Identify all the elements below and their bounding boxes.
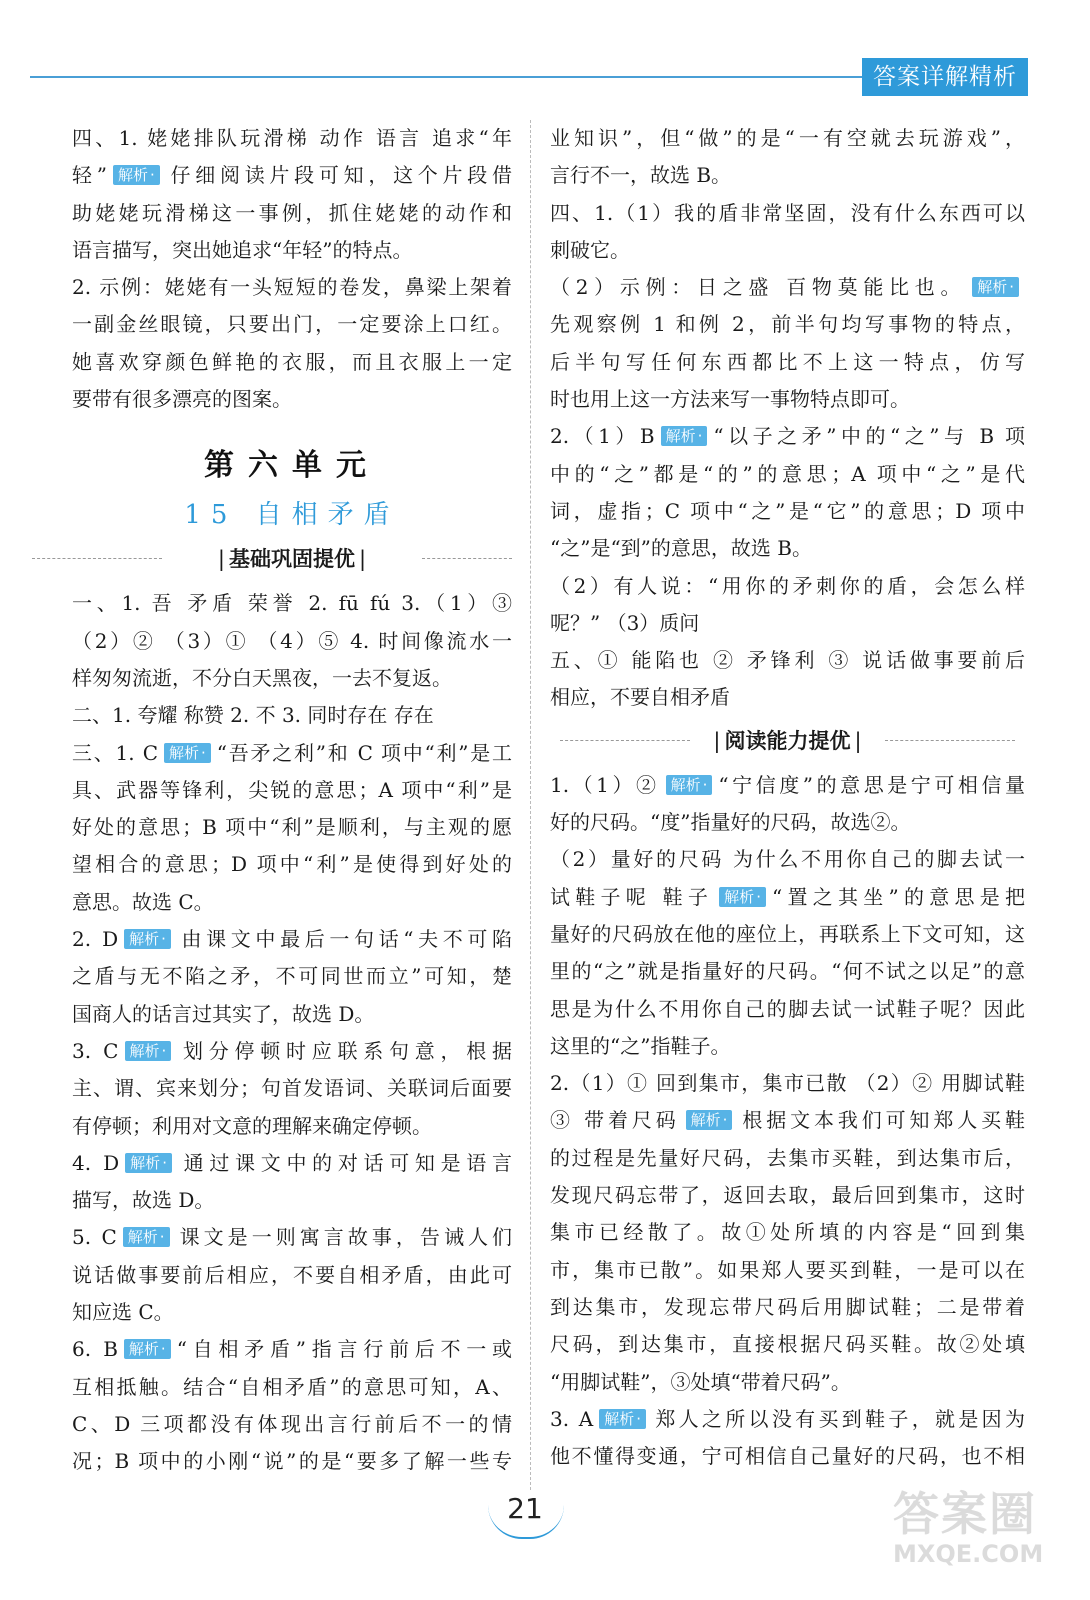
- answer-text: 2.（1）B: [550, 424, 655, 449]
- answer-text: 2.（1）① 回到集市，集市已散 （2）② 用脚试鞋: [550, 1071, 1025, 1096]
- watermark-logo: [893, 1478, 1063, 1598]
- answer-text: 国商人的话言过其实了，故选 D。: [72, 1001, 375, 1026]
- answer-line: [550, 916, 1025, 953]
- right-answers-bottom: [550, 767, 1025, 1476]
- analysis-tag: 解析 ·: [123, 1227, 170, 1247]
- answer-text: 好处的意思；B 项中“利”是顺利，与主观的愿: [72, 815, 512, 840]
- section-dash-left: [560, 740, 690, 741]
- answer-line: [550, 381, 1025, 418]
- analysis-text: 课文是一则寓言故事，告诫人们: [175, 1225, 513, 1250]
- answer-text: 这里的“之”指鞋子。: [550, 1033, 731, 1058]
- answer-line: [72, 996, 512, 1033]
- analysis-text: “自相矛盾”指言行前后不一或: [176, 1337, 513, 1362]
- answer-text: 1.（1）②: [550, 772, 660, 797]
- answer-text: 后半句写任何东西都比不上这一特点，仿写: [550, 349, 1025, 374]
- answer-line: [72, 1443, 512, 1480]
- column-divider: [530, 120, 531, 1490]
- answer-line: [550, 306, 1025, 343]
- analysis-text: 通过课文中的对话可知是语言: [177, 1150, 512, 1175]
- right-column: [550, 120, 1025, 1475]
- answer-text: 5. C: [72, 1225, 117, 1250]
- answer-line: [72, 735, 512, 772]
- answer-text: 3. C: [72, 1038, 119, 1063]
- left-answers-top: [72, 120, 512, 418]
- answer-line: [550, 991, 1025, 1028]
- answer-line: [550, 1065, 1025, 1102]
- answer-text: 好的尺码。“度”指量好的尺码，故选②。: [550, 810, 911, 835]
- answer-line: [550, 679, 1025, 716]
- watermark-text: 答案圈: [893, 1487, 1037, 1541]
- analysis-text: 郑人之所以没有买到鞋子，就是因为: [652, 1406, 1025, 1431]
- answer-line: [72, 846, 512, 883]
- section-header-reading: [550, 721, 1025, 761]
- answer-text: 语言描写，突出她追求“年轻”的特点。: [72, 237, 413, 262]
- page-number-arc: [488, 1505, 564, 1539]
- answer-line: [72, 195, 512, 232]
- analysis-tag: 解析 ·: [599, 1409, 646, 1429]
- unit-title: 第六单元: [204, 448, 380, 484]
- answer-line: [550, 120, 1025, 157]
- answer-text: 要带有很多漂亮的图案。: [72, 387, 292, 412]
- answer-text: 业知识”，但“做”的是“一有空就去玩游戏”，: [550, 126, 1025, 150]
- answer-text: 四、1. 姥姥排队玩滑梯 动作 语言 追求“年: [72, 126, 512, 150]
- answer-text: （2）有人说：“用你的矛刺你的盾，会怎么样: [550, 573, 1025, 598]
- analysis-text: “置之其坐”的意思是把: [771, 884, 1026, 909]
- answer-line: [550, 456, 1025, 493]
- answer-line: [550, 605, 1025, 642]
- page-number: 21: [507, 1492, 543, 1525]
- answer-text: 轻”: [72, 163, 107, 188]
- answer-line: [72, 1145, 512, 1182]
- answer-text: 2. 示例：姥姥有一头短短的卷发，鼻梁上架着: [72, 275, 512, 300]
- answer-text: C、D 三项都没有体现出言行前后不一的情: [72, 1411, 512, 1436]
- answer-line: [550, 804, 1025, 841]
- answer-text: 试鞋子呢 鞋子: [550, 884, 714, 909]
- answer-line: [550, 1140, 1025, 1177]
- answer-text: 一、1. 吾 矛盾 荣誉 2. fū fú 3.（1）③: [72, 591, 512, 616]
- answer-line: [550, 493, 1025, 530]
- analysis-tag: 解析 ·: [113, 165, 160, 185]
- answer-text: （2）② （3）① （4）⑤ 4. 时间像流水一: [72, 628, 512, 653]
- answer-text: 2. D: [72, 927, 119, 952]
- answer-text: 他不懂得变通，宁可相信自己量好的尺码，也不相: [550, 1444, 1025, 1469]
- answer-line: [72, 772, 512, 809]
- answer-text: 三、1. C: [72, 740, 158, 765]
- answer-line: [72, 269, 512, 306]
- analysis-tag: 解析 ·: [661, 426, 708, 446]
- analysis-tag: 解析 ·: [125, 1041, 172, 1061]
- answer-text: 况；B 项中的小刚“说”的是“要多了解一些专: [72, 1449, 512, 1474]
- answer-line: [550, 1289, 1025, 1326]
- answer-line: [72, 1369, 512, 1406]
- answer-text: 先观察例 1 和例 2，前半句均写事物的特点，: [550, 312, 1025, 337]
- analysis-tag: 解析 ·: [164, 743, 211, 763]
- answer-line: [72, 1219, 512, 1256]
- answer-line: [550, 530, 1025, 567]
- answer-line: [550, 879, 1025, 916]
- answer-text: “之”是“到”的意思，故选 B。: [550, 536, 812, 561]
- answer-line: [550, 1177, 1025, 1214]
- answer-line: [550, 195, 1025, 232]
- answer-line: [550, 232, 1025, 269]
- answer-line: [72, 344, 512, 381]
- answer-line: [72, 1108, 512, 1145]
- section-header-basic: [72, 539, 512, 579]
- answer-line: [72, 884, 512, 921]
- answer-text: 有停顿；利用对文意的理解来确定停顿。: [72, 1113, 432, 1138]
- answer-line: [550, 953, 1025, 990]
- analysis-tag: 解析 ·: [972, 277, 1019, 297]
- answer-line: [72, 958, 512, 995]
- answer-text: ③ 带着尺码: [550, 1108, 680, 1133]
- answer-line: [72, 381, 512, 418]
- answer-text: 知应选 C。: [72, 1300, 174, 1325]
- analysis-tag: 解析 ·: [666, 775, 713, 795]
- answer-line: [550, 418, 1025, 455]
- answer-line: [550, 1102, 1025, 1139]
- answer-text: 量好的尺码放在他的座位上，再联系上下文可知，这: [550, 921, 1025, 946]
- analysis-text: 根据文本我们可知郑人买鞋: [738, 1108, 1025, 1133]
- analysis-text: “宁信度”的意思是宁可相信量: [718, 772, 1026, 797]
- answer-line: [550, 1364, 1025, 1401]
- answer-line: [72, 623, 512, 660]
- answer-line: [72, 1294, 512, 1331]
- answer-line: [72, 1406, 512, 1443]
- analysis-text: 由课文中最后一句话“夫不可陷: [176, 927, 512, 952]
- answer-line: [550, 344, 1025, 381]
- answer-text: 助姥姥玩滑梯这一事例，抓住姥姥的动作和: [72, 200, 512, 225]
- answer-line: [72, 1033, 512, 1070]
- answer-line: [550, 1401, 1025, 1438]
- answer-text: 言行不一，故选 B。: [550, 163, 732, 188]
- analysis-tag: 解析 ·: [686, 1110, 733, 1130]
- answer-text: 中的“之”都是“的”的意思；A 项中“之”是代: [550, 461, 1025, 486]
- answer-text: 互相抵触。结合“自相矛盾”的意思可知，A、: [72, 1374, 512, 1399]
- answer-text: 思是为什么不用你自己的脚去试一试鞋子呢？因此: [550, 996, 1025, 1021]
- answer-line: [72, 921, 512, 958]
- answer-text: 3. A: [550, 1406, 594, 1431]
- analysis-tag: 解析 ·: [719, 887, 766, 907]
- answer-line: [72, 120, 512, 157]
- section-dash-right: [885, 740, 1015, 741]
- answer-line: [550, 1214, 1025, 1251]
- analysis-text: “以子之矛”中的“之”与 B 项: [713, 424, 1025, 449]
- answer-text: （2）示例：日之盛 百物莫能比也。: [550, 275, 967, 300]
- answer-text: 6. B: [72, 1337, 118, 1362]
- answer-text: 望相合的意思；D 项中“利”是使得到好处的: [72, 852, 512, 877]
- answer-line: [550, 642, 1025, 679]
- answer-text: 二、1. 夸耀 称赞 2. 不 3. 同时存在 存在: [72, 703, 434, 728]
- analysis-text: 仔细阅读片段可知，这个片段借: [165, 163, 513, 188]
- answer-text: 主、谓、宾来划分；句首发语词、关联词后面要: [72, 1076, 512, 1101]
- answer-line: [72, 585, 512, 622]
- answer-text: 里的“之”就是指量好的尺码。“何不试之以足”的意: [550, 959, 1025, 984]
- section-label: | 阅读能力提优 |: [707, 725, 867, 755]
- answer-line: [550, 269, 1025, 306]
- answer-text: 一副金丝眼镜，只要出门，一定要涂上口红。: [72, 312, 512, 337]
- answer-text: 具、武器等锋利，尖锐的意思；A 项中“利”是: [72, 777, 512, 802]
- answer-text: 意思。故选 C。: [72, 889, 214, 914]
- watermark-url: MXQE.COM: [893, 1540, 1044, 1568]
- answer-line: [550, 157, 1025, 194]
- answer-text: 词，虚指；C 项中“之”是“它”的意思；D 项中: [550, 498, 1025, 523]
- answer-text: 刺破它。: [550, 237, 630, 262]
- answer-text: 尺码，到达集市，直接根据尺码买鞋。故②处填: [550, 1332, 1025, 1357]
- lesson-title: 15 自相矛盾: [184, 500, 400, 531]
- answer-text: 五、① 能陷也 ② 矛锋利 ③ 说话做事要前后: [550, 648, 1025, 673]
- answer-text: 她喜欢穿颜色鲜艳的衣服，而且衣服上一定: [72, 349, 512, 374]
- answer-text: 相应，不要自相矛盾: [550, 685, 730, 710]
- answer-line: [550, 841, 1025, 878]
- left-answers-bottom: [72, 585, 512, 1480]
- answer-text: 说话做事要前后相应，不要自相矛盾，由此可: [72, 1262, 512, 1287]
- answer-text: 市，集市已散”。如果郑人要买到鞋，一是可以在: [550, 1257, 1025, 1282]
- answer-line: [550, 1326, 1025, 1363]
- answer-line: [72, 697, 512, 734]
- answer-line: [72, 660, 512, 697]
- answer-line: [550, 1028, 1025, 1065]
- answer-text: 呢？” （3）质问: [550, 610, 700, 635]
- analysis-text: “吾矛之利”和 C 项中“利”是工: [216, 740, 512, 765]
- section-dash-right: [422, 558, 512, 559]
- answer-text: 集市已经散了。故①处所填的内容是“回到集: [550, 1220, 1025, 1245]
- answer-text: 描写，故选 D。: [72, 1188, 215, 1213]
- answer-line: [72, 1182, 512, 1219]
- answer-line: [550, 767, 1025, 804]
- answer-text: 发现尺码忘带了，返回去取，最后回到集市，这时: [550, 1183, 1025, 1208]
- answer-text: 样匆匆流逝，不分白天黑夜，一去不复返。: [72, 665, 452, 690]
- section-dash-left: [32, 558, 162, 559]
- left-column: [72, 120, 512, 1481]
- header-rule: [30, 76, 870, 78]
- answer-text: （2）量好的尺码 为什么不用你自己的脚去试一: [550, 847, 1025, 872]
- answer-text: 之盾与无不陷之矛，不可同世而立”可知，楚: [72, 964, 512, 989]
- analysis-tag: 解析 ·: [124, 1339, 171, 1359]
- answer-text: 四、1.（1）我的盾非常坚固，没有什么东西可以: [550, 200, 1025, 225]
- answer-line: [72, 157, 512, 194]
- analysis-text: 划分停顿时应联系句意，根据: [177, 1038, 513, 1063]
- answer-line: [550, 1252, 1025, 1289]
- answer-line: [72, 232, 512, 269]
- answer-text: 时也用上这一方法来写一事物特点即可。: [550, 387, 910, 412]
- answer-line: [72, 306, 512, 343]
- header-tab: 答案详解精析: [862, 58, 1028, 96]
- analysis-tag: 解析 ·: [125, 1153, 172, 1173]
- answer-text: 4. D: [72, 1150, 120, 1175]
- answer-line: [72, 1070, 512, 1107]
- answer-text: “用脚试鞋”，③处填“带着尺码”。: [550, 1369, 851, 1394]
- answer-line: [72, 1257, 512, 1294]
- answer-line: [72, 809, 512, 846]
- right-answers-top: [550, 120, 1025, 717]
- answer-text: 到达集市，发现忘带尺码后用脚试鞋；二是带着: [550, 1294, 1025, 1319]
- section-label: | 基础巩固提优 |: [212, 543, 372, 573]
- answer-line: [72, 1331, 512, 1368]
- answer-line: [550, 568, 1025, 605]
- analysis-tag: 解析 ·: [124, 929, 171, 949]
- answer-line: [550, 1438, 1025, 1475]
- answer-text: 的过程是先量好尺码，去集市买鞋，到达集市后，: [550, 1145, 1025, 1170]
